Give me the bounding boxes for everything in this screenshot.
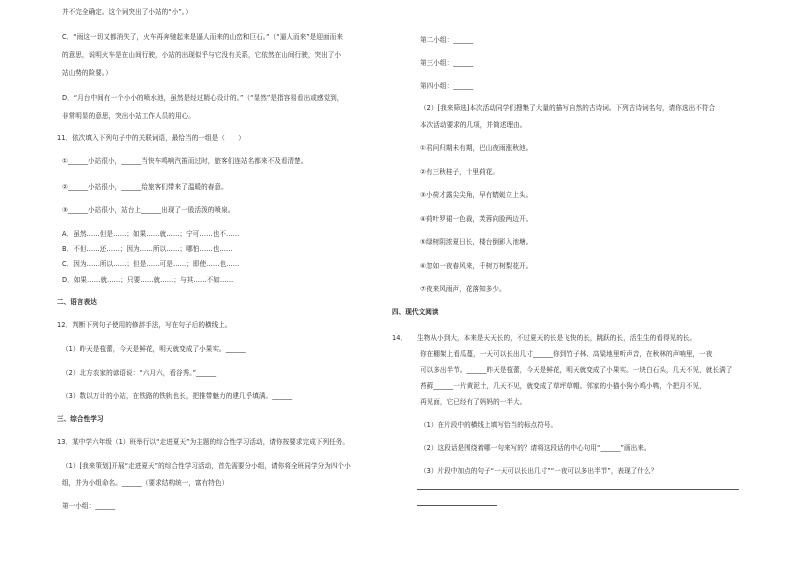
q12-item-1: （1）昨天是苞蕾，今天是鲜花，明天就变成了小果实。______ <box>62 345 246 353</box>
q11-stem: 11．依次填入下列句子中的关联词语，最恰当的一组是（ ） <box>57 134 245 142</box>
q10-option-c-line2: 的意思，说明火车是在山间行驶，小站的出现似乎与它没有关系，它依然在山间行驶，突出了小 <box>62 51 342 59</box>
q12-item-2: （2）北方农家的谚语说：“六月六，看谷秀。”______ <box>62 369 217 377</box>
q11-sentence-2: ②______小站很小，______给旅客们带来了温暖的春意。 <box>62 183 228 191</box>
poem-line-7: ⑦夜来风雨声，花落知多少。 <box>420 285 506 293</box>
q10-option-d-line2: 非常明显的意思，突出小站工作人员的用心。 <box>62 112 195 120</box>
poem-line-5: ⑤绿树阴浓夏日长，楼台倒影入池塘。 <box>420 238 533 246</box>
q11-option-c: C．因为……所以……；但是……可是……；即使……也…… <box>62 260 240 268</box>
answer-line-1 <box>417 489 739 490</box>
section-4-heading: 四、现代文阅读 <box>392 308 439 316</box>
q10-option-c-line1: C．“雨这一切又都消失了，火车再奔驰起来是逼人而来的山峦和巨石。”（“逼人而来”是迎面而来 <box>62 33 343 41</box>
q13-task-2-line2: 本次活动要求的几项，并简述理由。 <box>420 121 527 129</box>
q10-tail: 并不完全确定。这个词突出了小站的“小”。） <box>62 8 192 16</box>
q11-sentence-1: ①______小站很小，______当快车鸣响汽笛而过时，旅客们连站名都来不及看清楚。 <box>62 157 308 165</box>
poem-line-6: ⑥忽如一夜春风来，千树万树梨花开。 <box>420 262 533 270</box>
q11-option-a: A．虽然……但是……；如果……就……；宁可……也不…… <box>62 230 240 238</box>
group-2-answer: 第二小组：______ <box>420 36 474 44</box>
poem-line-3: ③小荷才露尖尖角，早有蜻蜓立上头。 <box>420 191 533 199</box>
q14-passage-line5: 再见面，它已经有了妈妈的一半大。 <box>420 398 527 406</box>
q11-option-d: D．如果……就……；只要……就……；与其……不如…… <box>62 276 234 284</box>
q14-question-3: （3）片段中加点的句子“一天可以长出几寸”“一夜可以多出半节”，表现了什么？ <box>420 467 658 475</box>
poem-line-1: ①君问归期未有期，巴山夜雨涨秋池。 <box>420 144 533 152</box>
section-3-heading: 三、综合性学习 <box>57 415 104 423</box>
q12-item-3: （3）数以万计的小站，在铁路的铁轨也长，把推带魅力的建几乎填满。______ <box>62 392 293 400</box>
q14-passage-line2: 你在棚架上看瓜蔓，一天可以长出几寸______你到竹子林、高粱地里听声音，在秋林的声响里，一夜 <box>420 350 713 358</box>
q13-stem: 13．某中学六年级（1）班举行以“走进夏天”为主题的综合性学习活动，请你按要求完成下列任务。 <box>57 438 350 446</box>
section-2-heading: 二、语言表达 <box>57 298 97 306</box>
q11-sentence-3: ③______小站很小，站台上______出现了一股活泼的喷泉。 <box>62 206 235 214</box>
q11-option-b: B．不但……还……；因为……所以……；哪怕……也…… <box>62 245 233 253</box>
q14-passage-line1: 14． 生物从小到大，本来是天天长的，不过夏天的长是飞快的长，跳跃的长，活生生的看得见的长。 <box>392 334 697 342</box>
answer-line-2 <box>417 505 497 506</box>
q13-task-1-line1: （1）[我来策划]开展“走进夏天”的综合性学习活动，首先需要分小组，请你将全班同学分为四个小 <box>62 462 351 470</box>
q13-task-1-line2: 组，并为小组命名。______（要求结构统一，富有特色） <box>62 479 229 487</box>
q14-passage-line4: 苔藓______一片黄泥土，几天不见，就变成了草坪草帽。邻家的小猫小狗小鸡小鸭，个把月不见， <box>420 382 706 390</box>
q12-stem: 12．判断下列句子使用的修辞手法，写在句子后的横线上。 <box>57 321 232 329</box>
q14-question-2: （2）这段话是围绕着哪一句来写的？请将这段话的中心句用“______”画出来。 <box>420 444 651 452</box>
group-1-answer: 第一小组：______ <box>62 502 116 510</box>
poem-line-2: ②有三秋桂子，十里荷花。 <box>420 168 500 176</box>
q10-option-c-line3: 站山势的险要。） <box>62 69 112 77</box>
poem-line-4: ④荷叶罗裙一色裁，芙蓉向脸两边开。 <box>420 215 533 223</box>
group-4-answer: 第四小组：______ <box>420 82 474 90</box>
q13-task-2-line1: （2）[我来筛选]本次活动同学们搜集了大量的描写自然的古诗词。下列古诗词名句，请你选出不符合 <box>420 104 716 112</box>
group-3-answer: 第三小组：______ <box>420 59 474 67</box>
q14-question-1: （1）在片段中的横线上填写恰当的标点符号。 <box>420 421 558 429</box>
q14-passage-line3: 可以多出半节。______昨天是苞蕾，今天是鲜花，明天就变成了小果实。一块白石头，几天不见，就长满了 <box>420 366 733 374</box>
q10-option-d-line1: D．“月台中间有一个小小的喷水池，虽然是经过精心设计的。”（“显然”是指容易看出或感觉到， <box>62 94 344 102</box>
